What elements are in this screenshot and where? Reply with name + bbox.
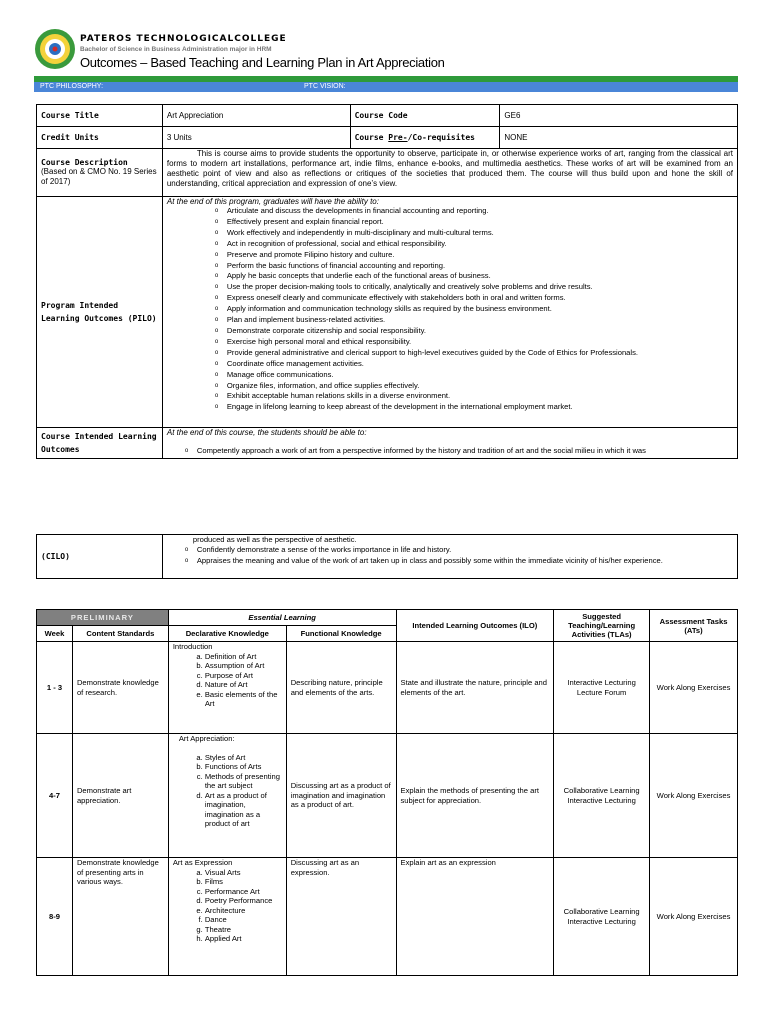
pilo-item: o Organize files, information, and office supplies effectively. [227, 381, 733, 392]
table-row [37, 642, 738, 734]
functional-knowledge-cell: Discussing art as an expression. [286, 858, 396, 976]
college-name: PATEROS TECHNOLOGICALCOLLEGE [80, 34, 287, 44]
declarative-list [173, 753, 282, 829]
prerequisites-label [350, 127, 500, 149]
week-cell: 4-7 [37, 734, 73, 858]
course-description-basis: (Based on & CMO No. 19 Series of 2017) [41, 167, 157, 186]
pilo-item: o Demonstrate corporate citizenship and social responsibility. [227, 326, 733, 337]
cilo-cell-bottom [162, 535, 737, 579]
teaching-plan-table [36, 609, 738, 976]
course-description-text: This is course aims to provide students the opportunity to observe, participate in, or otherwise experience works of art, ranging from the classical art forms to modern art installations, performance art, indie films, enhance e-books, and multimedia aesthetics. These works of art will be examined from an aesthetic point of view and also as reflections or critiques of the societies that produced them. The course will thus build upon and hone the skill of understanding, critical appreciation and expression of one’s view. [162, 149, 737, 197]
content-standard-cell: Demonstrate knowledge of presenting arts in various ways. [72, 858, 168, 976]
week-cell: 1 - 3 [37, 642, 73, 734]
declarative-item: b. Assumption of Art [205, 661, 282, 671]
cilo-item: o Appraises the meaning and value of the work of art taken up in class and possibly some within the immediate vicinity of his/her experience. [197, 556, 733, 567]
content-standards-header: Content Standards [72, 626, 168, 642]
prerequisites-value: NONE [500, 127, 738, 149]
ilo-cell: State and illustrate the nature, principle and elements of the art. [396, 642, 554, 734]
program-name: Bachelor of Science in Business Administration major in HRM [80, 46, 272, 53]
pilo-label: Program Intended Learning Outcomes (PILO) [37, 197, 163, 428]
at-header: Assessment Tasks (ATs) [650, 610, 738, 642]
assessment-cell: Work Along Exercises [650, 734, 738, 858]
declarative-item: d. Poetry Performance [205, 896, 282, 906]
content-standard-cell: Demonstrate knowledge of research. [72, 642, 168, 734]
declarative-item: h. Applied Art [205, 934, 282, 944]
pilo-item: o Preserve and promote Filipino history and culture. [227, 250, 733, 261]
plan-title: Outcomes – Based Teaching and Learning Plan in Art Appreciation [80, 55, 445, 70]
assessment-cell: Work Along Exercises [650, 642, 738, 734]
declarative-item: c. Purpose of Art [205, 671, 282, 681]
declarative-item: d. Art as a product of imagination, imagination as a product of art [205, 791, 282, 829]
tla-cell: Interactive Lecturing Lecture Forum [554, 642, 650, 734]
declarative-title: Art Appreciation: [178, 734, 235, 743]
pilo-item: o Apply information and communication technology skills as required by the business environment. [227, 304, 733, 315]
prereq-label-part: Pre- [388, 133, 408, 142]
declarative-knowledge-header: Declarative Knowledge [168, 626, 286, 642]
tla-cell: Collaborative Learning Interactive Lecturing [554, 858, 650, 976]
pilo-intro: At the end of this program, graduates will have the ability to: [166, 197, 379, 206]
declarative-item: c. Methods of presenting the art subject [205, 772, 282, 791]
declarative-title: Introduction [172, 642, 213, 651]
declarative-knowledge-cell [168, 734, 286, 858]
philosophy-label: PTC PHILOSOPHY: [40, 83, 104, 90]
pilo-item: o Work effectively and independently in multi-disciplinary and multi-cultural terms. [227, 228, 733, 239]
plan-body [37, 642, 738, 976]
table-row [37, 105, 738, 127]
cilo-list-bottom [167, 545, 733, 567]
course-code-label: Course Code [350, 105, 500, 127]
cilo-label-top: Course Intended Learning Outcomes [37, 428, 163, 459]
tla-header: Suggested Teaching/Learning Activities (TLAs) [554, 610, 650, 642]
course-code-value: GE6 [500, 105, 738, 127]
essential-learning-header: Essential Learning [168, 610, 396, 626]
table-row [37, 858, 738, 976]
pilo-item: o Plan and implement business-related activities. [227, 315, 733, 326]
cilo-item: o Confidently demonstrate a sense of the works importance in life and history. [197, 545, 733, 556]
table-row [37, 149, 738, 197]
tla-cell: Collaborative Learning Interactive Lecturing [554, 734, 650, 858]
course-description-label-cell [37, 149, 163, 197]
pilo-item: o Articulate and discuss the developments in financial accounting and reporting. [227, 206, 733, 217]
declarative-knowledge-cell [168, 858, 286, 976]
declarative-item: a. Styles of Art [205, 753, 282, 763]
pilo-item: o Effectively present and explain financial report. [227, 217, 733, 228]
course-title-value: Art Appreciation [162, 105, 350, 127]
cilo-label-bottom: (CILO) [37, 535, 163, 579]
content-standard-cell: Demonstrate art appreciation. [72, 734, 168, 858]
declarative-item: c. Performance Art [205, 887, 282, 897]
declarative-title: Art as Expression [172, 858, 233, 867]
declarative-item: b. Functions of Arts [205, 762, 282, 772]
pilo-item: o Perform the basic functions of financial accounting and reporting. [227, 261, 733, 272]
ilo-cell: Explain art as an expression [396, 858, 554, 976]
week-cell: 8-9 [37, 858, 73, 976]
vision-label: PTC VISION: [304, 83, 346, 90]
pilo-item: o Manage office communications. [227, 370, 733, 381]
week-header: Week [37, 626, 73, 642]
declarative-item: a. Visual Arts [205, 868, 282, 878]
course-description-label: Course Description [41, 158, 128, 167]
cilo-continuation-table [36, 534, 738, 579]
prereq-label-part: /Co-requisites [407, 133, 475, 142]
declarative-list [173, 868, 282, 944]
pilo-item: o Coordinate office management activities. [227, 359, 733, 370]
table-row [37, 127, 738, 149]
pilo-item: o Engage in lifelong learning to keep abreast of the development in the international employment market. [227, 402, 733, 413]
ilo-cell: Explain the methods of presenting the art subject for appreciation. [396, 734, 554, 858]
course-info-table [36, 104, 738, 459]
declarative-item: d. Nature of Art [205, 680, 282, 690]
table-row [37, 535, 738, 579]
functional-knowledge-cell: Discussing art as a product of imagination and imagination as a product of art. [286, 734, 396, 858]
declarative-item: f. Dance [205, 915, 282, 925]
declarative-item: g. Theatre [205, 925, 282, 935]
declarative-knowledge-cell [168, 642, 286, 734]
cilo-list-top [167, 446, 733, 457]
table-row [37, 734, 738, 858]
pilo-item: o Exercise high personal moral and ethical responsibility. [227, 337, 733, 348]
table-row [37, 428, 738, 459]
credit-units-label: Credit Units [37, 127, 163, 149]
pilo-item: o Use the proper decision-making tools to critically, analytically and creatively solve problems and drive results. [227, 282, 733, 293]
cilo-cell-top [162, 428, 737, 459]
declarative-item: a. Definition of Art [205, 652, 282, 662]
functional-knowledge-cell: Describing nature, principle and elements of the arts. [286, 642, 396, 734]
course-title-label: Course Title [37, 105, 163, 127]
prereq-label-part: Course [354, 133, 389, 142]
table-row [37, 197, 738, 428]
credit-units-value: 3 Units [162, 127, 350, 149]
table-header-row [37, 610, 738, 626]
pilo-item: o Express oneself clearly and communicate effectively with stakeholders both in oral and written forms. [227, 293, 733, 304]
pilo-item: o Exhibit acceptable human relations skills in a diverse environment. [227, 391, 733, 402]
pilo-item: o Provide general administrative and clerical support to high-level executives guided by the Code of Ethics for Professionals. [227, 348, 733, 359]
ilo-header: Intended Learning Outcomes (ILO) [396, 610, 554, 642]
cilo-item: o Competently approach a work of art from a perspective informed by the history and tradition of art and the social milieu in which it was [197, 446, 733, 457]
declarative-item: b. Films [205, 877, 282, 887]
declarative-item: e. Basic elements of the Art [205, 690, 282, 709]
college-seal-logo [34, 28, 76, 70]
functional-knowledge-header: Functional Knowledge [286, 626, 396, 642]
pilo-cell [162, 197, 737, 428]
declarative-item: e. Architecture [205, 906, 282, 916]
assessment-cell: Work Along Exercises [650, 858, 738, 976]
cilo-item-continued: produced as well as the perspective of aesthetic. [192, 535, 357, 544]
pilo-item: o Apply he basic concepts that underlie each of the functional areas of business. [227, 271, 733, 282]
preliminary-header: PRELIMINARY [37, 610, 169, 626]
pilo-list [167, 206, 733, 413]
declarative-list [173, 652, 282, 709]
pilo-item: o Act in recognition of professional, social and ethical responsibility. [227, 239, 733, 250]
blue-header-bar [34, 82, 738, 92]
cilo-intro: At the end of this course, the students should be able to: [166, 428, 367, 437]
